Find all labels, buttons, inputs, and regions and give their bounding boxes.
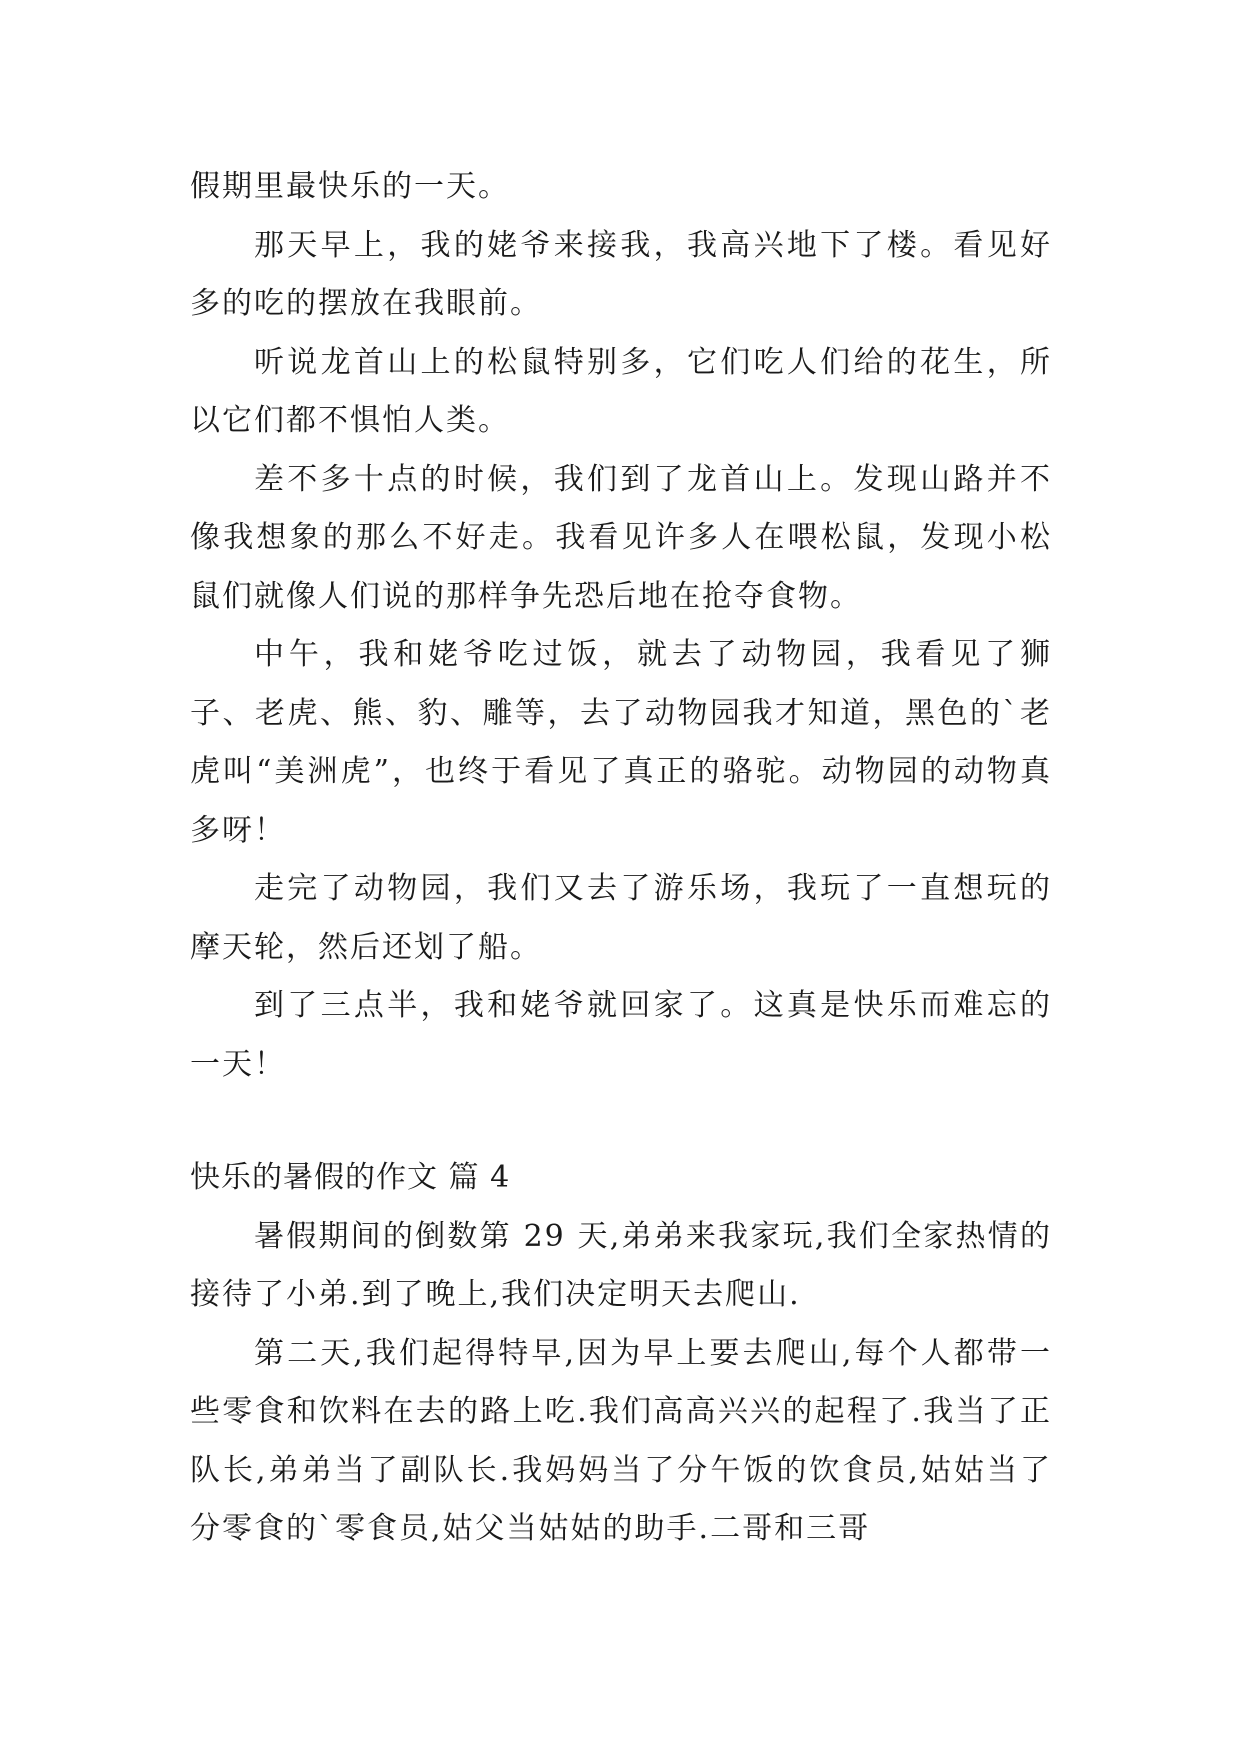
paragraph-7: 到了三点半，我和姥爷就回家了。这真是快乐而难忘的一天！: [190, 988, 1052, 1082]
paragraph-1: 假期里最快乐的一天。: [190, 169, 510, 204]
paragraph-3: 听说龙首山上的松鼠特别多，它们吃人们给的花生，所以它们都不惧怕人类。: [190, 344, 1052, 438]
paragraph-9: 第二天,我们起得特早,因为早上要去爬山,每个人都带一些零食和饮料在去的路上吃.我们高高兴兴的起程了.我当了正队长,弟弟当了副队长.我妈妈当了分午饭的饮食员,姑姑当了分零食的`零食员,姑父当姑姑的助手.二哥和三哥: [190, 1335, 1052, 1546]
paragraph-4: 差不多十点的时候，我们到了龙首山上。发现山路并不像我想象的那么不好走。我看见许多人在喂松鼠，发现小松鼠们就像人们说的那样争先恐后地在抢夺食物。: [190, 461, 1052, 614]
paragraph-5: 中午，我和姥爷吃过饭，就去了动物园，我看见了狮子、老虎、熊、豹、雕等，去了动物园我才知道，黑色的`老虎叫“美洲虎”，也终于看见了真正的骆驼。动物园的动物真多呀！: [190, 637, 1052, 848]
paragraph-2: 那天早上，我的姥爷来接我，我高兴地下了楼。看见好多的吃的摆放在我眼前。: [190, 227, 1052, 321]
paragraph-8: 暑假期间的倒数第 29 天,弟弟来我家玩,我们全家热情的接待了小弟.到了晚上,我们决定明天去爬山.: [190, 1218, 1052, 1312]
section-heading: 快乐的暑假的作文 篇 4: [190, 1160, 511, 1195]
paragraph-6: 走完了动物园，我们又去了游乐场，我玩了一直想玩的摩天轮，然后还划了船。: [190, 871, 1052, 965]
document-body: [190, 158, 1052, 1559]
